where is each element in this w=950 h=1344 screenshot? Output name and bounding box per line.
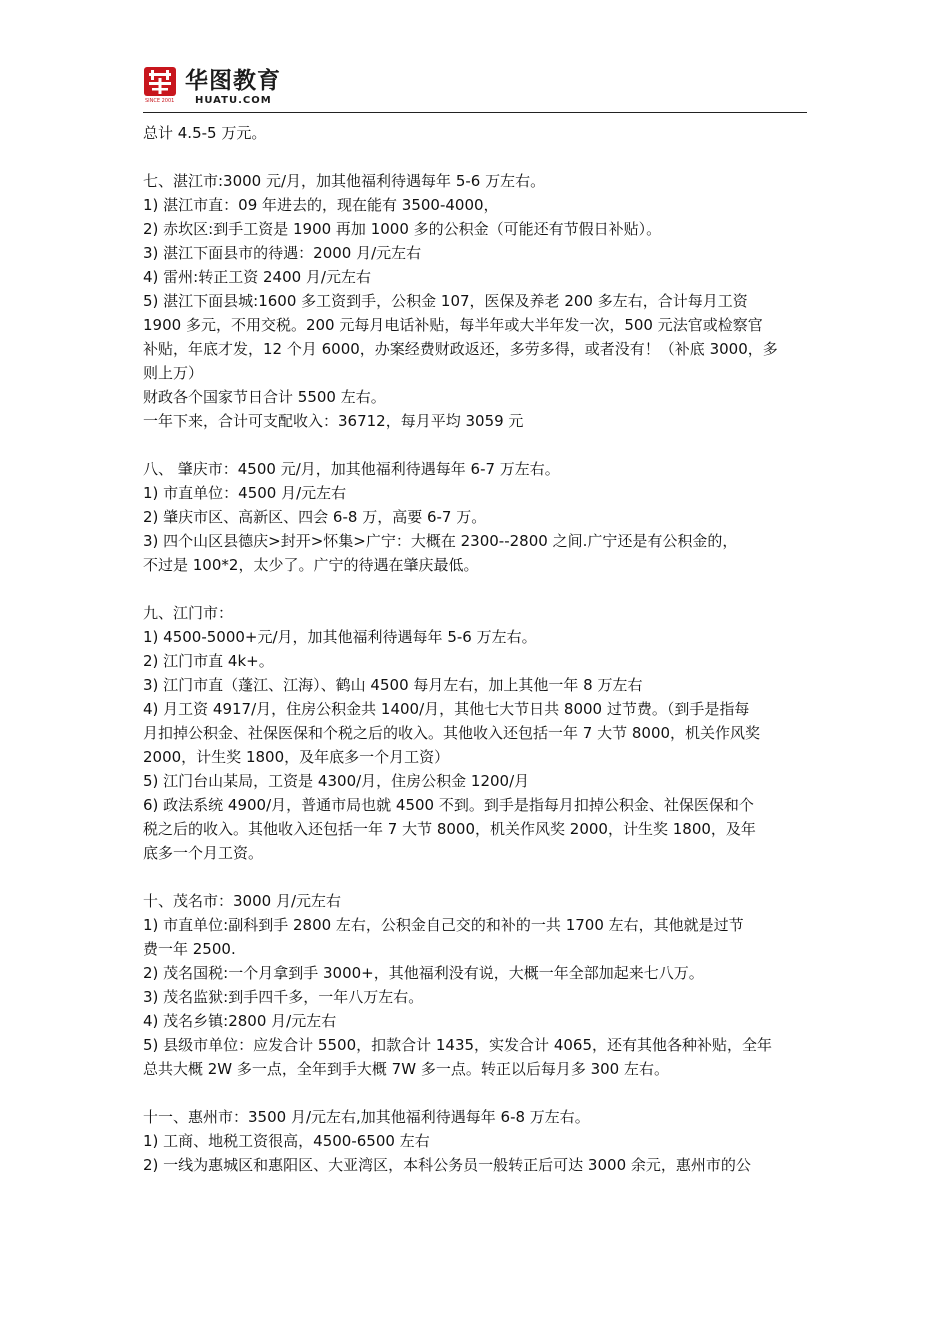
text-line: 3) 四个山区县德庆>封开>怀集>广宁：大概在 2300--2800 之间.广宁还是有公积金的，	[143, 532, 738, 550]
text-line: 七、湛江市:3000 元/月，加其他福利待遇每年 5-6 万左右。	[143, 172, 546, 190]
text-line: 2) 赤坎区:到手工资是 1900 再加 1000 多的公积金（可能还有节假日补贴）。	[143, 220, 662, 238]
blank-line	[143, 865, 811, 889]
text-line: 不过是 100*2，太少了。广宁的待遇在肇庆最低。	[143, 556, 479, 574]
text-line: 1) 市直单位:副科到手 2800 左右，公积金自己交的和补的一共 1700 左右，其他就是过节	[143, 916, 744, 934]
text-line: 一年下来，合计可支配收入：36712，每月平均 3059 元	[143, 412, 524, 430]
blank-line	[143, 1081, 811, 1105]
text-line: 费一年 2500.	[143, 940, 236, 958]
blank-line	[143, 433, 811, 457]
text-line: 3) 江门市直（蓬江、江海）、鹤山 4500 每月左右，加上其他一年 8 万左右	[143, 676, 643, 694]
text-line: 4) 茂名乡镇:2800 月/元左右	[143, 1012, 337, 1030]
text-line: 3) 茂名监狱:到手四千多，一年八万左右。	[143, 988, 424, 1006]
text-line: 1) 市直单位：4500 月/元左右	[143, 484, 347, 502]
text-line: 总共大概 2W 多一点，全年到手大概 7W 多一点。转正以后每月多 300 左右。	[143, 1060, 669, 1078]
text-line: 九、江门市：	[143, 604, 234, 622]
text-line: 1900 多元，不用交税。200 元每月电话补贴，每半年或大半年发一次，500 元法官或检察官	[143, 316, 763, 334]
text-line: 八、 肇庆市：4500 元/月，加其他福利待遇每年 6-7 万左右。	[143, 460, 560, 478]
text-line: 2) 江门市直 4k+。	[143, 652, 274, 670]
page-header	[143, 66, 807, 112]
text-line: 税之后的收入。其他收入还包括一年 7 大节 8000，机关作风奖 2000，计生奖 1800，及年	[143, 820, 756, 838]
text-line: 1) 4500-5000+元/月，加其他福利待遇每年 5-6 万左右。	[143, 628, 537, 646]
text-line: 补贴，年底才发，12 个月 6000，办案经费财政返还，多劳多得，或者没有！（补底 3000，多	[143, 340, 778, 358]
text-line: 2) 一线为惠城区和惠阳区、大亚湾区，本科公务员一般转正后可达 3000 余元，惠州市的公	[143, 1156, 751, 1174]
blank-line	[143, 145, 811, 169]
text-line: 3) 湛江下面县市的待遇：2000 月/元左右	[143, 244, 422, 262]
text-line: 底多一个月工资。	[143, 844, 264, 862]
text-line: 2) 肇庆市区、高新区、四会 6-8 万，高要 6-7 万。	[143, 508, 487, 526]
blank-line	[143, 577, 811, 601]
text-line: 十、茂名市：3000 月/元左右	[143, 892, 341, 910]
logo-english-text: HUATU.COM	[195, 95, 272, 106]
header-divider	[143, 112, 807, 113]
text-line: 1) 湛江市直：09 年进去的，现在能有 3500-4000，	[143, 196, 499, 214]
text-line: 十一、惠州市：3500 月/元左右,加其他福利待遇每年 6-8 万左右。	[143, 1108, 590, 1126]
text-line: 1) 工商、地税工资很高，4500-6500 左右	[143, 1132, 430, 1150]
document-body	[143, 121, 811, 1177]
logo-chinese-text: 华图教育	[185, 68, 281, 94]
logo-since-text: SINCE 2001	[145, 98, 175, 104]
text-line: 总计 4.5-5 万元。	[143, 124, 267, 142]
text-line: 2) 茂名国税:一个月拿到手 3000+，其他福利没有说，大概一年全部加起来七八万。	[143, 964, 704, 982]
text-line: 则上万）	[143, 364, 204, 382]
text-line: 5) 县级市单位：应发合计 5500，扣款合计 1435，实发合计 4065，还有其他各种补贴，全年	[143, 1036, 772, 1054]
text-line: 5) 湛江下面县城:1600 多工资到手，公积金 107，医保及养老 200 多左右，合计每月工资	[143, 292, 748, 310]
text-line: 2000，计生奖 1800，及年底多一个月工资）	[143, 748, 450, 766]
text-line: 4) 月工资 4917/月，住房公积金共 1400/月，其他七大节日共 8000 过节费。（到手是指每	[143, 700, 750, 718]
text-line: 4) 雷州:转正工资 2400 月/元左右	[143, 268, 371, 286]
text-line: 5) 江门台山某局，工资是 4300/月，住房公积金 1200/月	[143, 772, 530, 790]
text-line: 月扣掉公积金、社保医保和个税之后的收入。其他收入还包括一年 7 大节 8000，机关作风奖	[143, 724, 761, 742]
text-line: 财政各个国家节日合计 5500 左右。	[143, 388, 386, 406]
text-line: 6) 政法系统 4900/月，普通市局也就 4500 不到。到手是指每月扣掉公积金、社保医保和个	[143, 796, 754, 814]
